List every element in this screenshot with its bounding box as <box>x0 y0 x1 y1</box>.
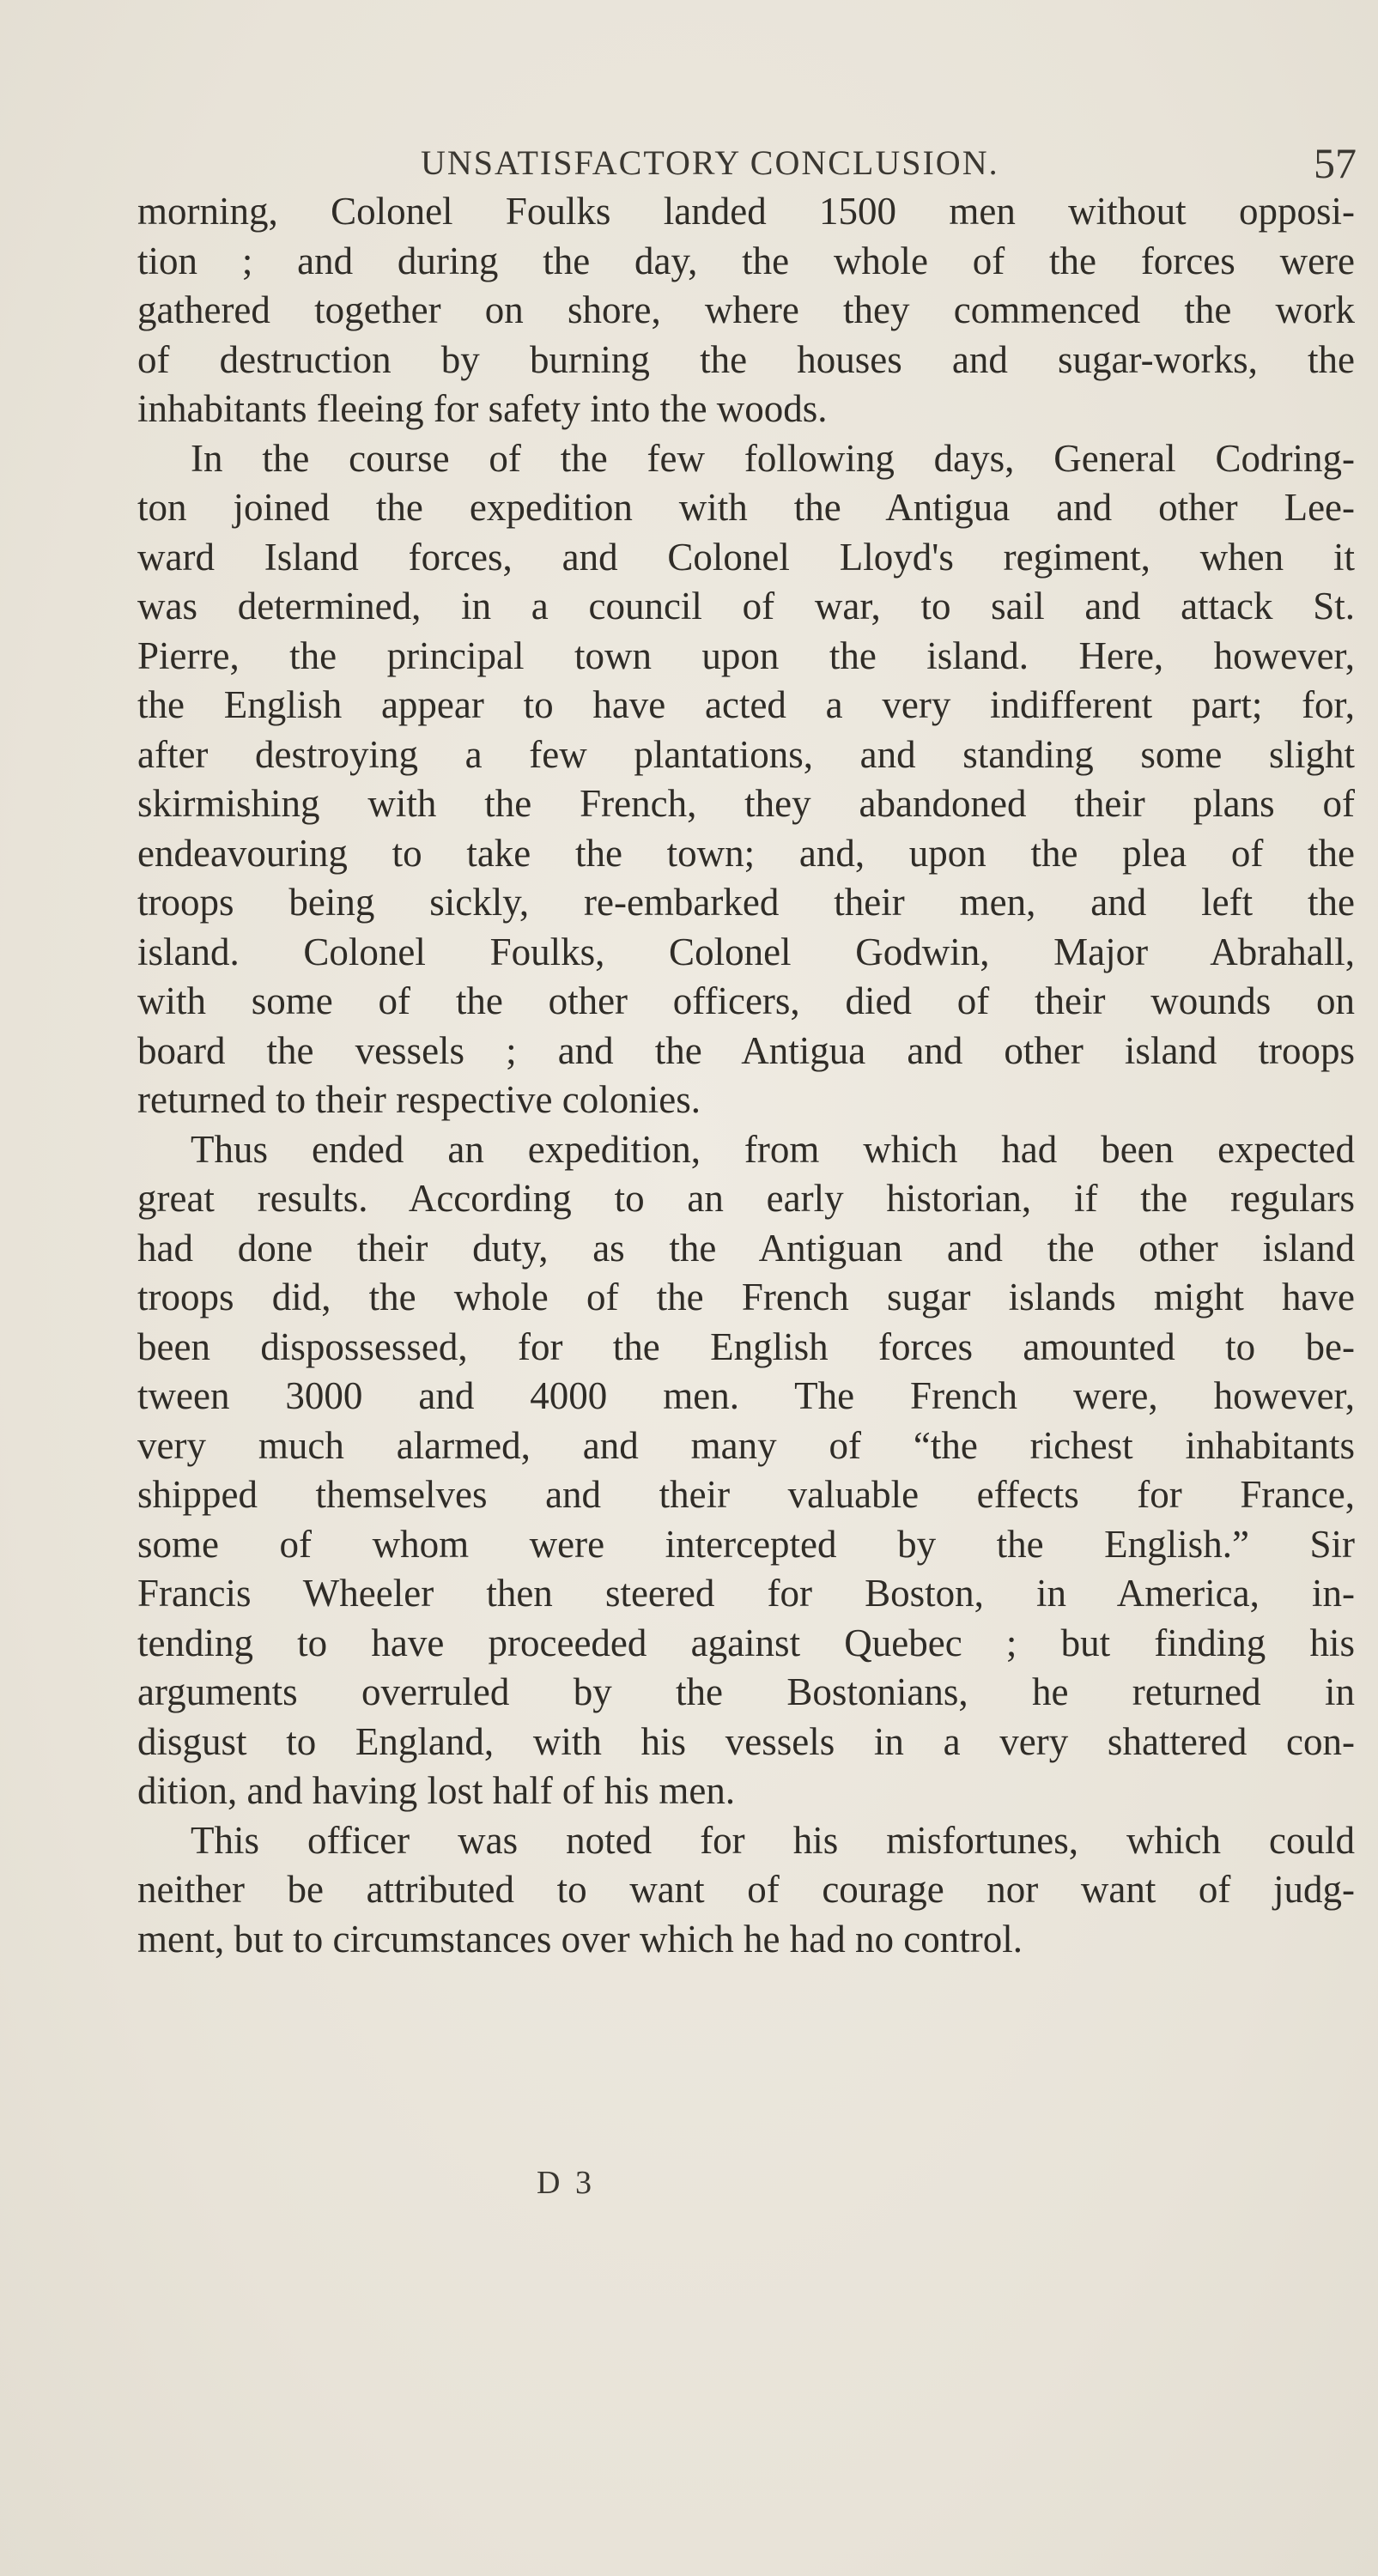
text-line: ment, but to circumstances over which he had no control. <box>137 1917 1023 1961</box>
text-line: inhabitants fleeing for safety into the woods. <box>137 387 828 430</box>
text-line: very much alarmed, and many of “the richest inhabitants <box>137 1423 1355 1467</box>
text-line: neither be attributed to want of courage nor want of judg- <box>137 1868 1355 1911</box>
text-line: been dispossessed, for the English forces amounted to be- <box>137 1324 1355 1368</box>
text-line: arguments overruled by the Bostonians, he returned in <box>137 1670 1355 1713</box>
text-line: ton joined the expedition with the Antigua and other Lee- <box>137 486 1355 529</box>
text-line: tending to have proceeded against Quebec ; but finding his <box>137 1621 1355 1664</box>
running-head <box>137 137 1357 189</box>
text-line: the English appear to have acted a very indifferent part; for, <box>137 683 1355 726</box>
text-line: was determined, in a council of war, to sail and attack St. <box>137 585 1355 627</box>
text-line: troops did, the whole of the French sugar islands might have <box>137 1276 1355 1318</box>
page-number: 57 <box>1314 139 1357 187</box>
text-line: with some of the other officers, died of their wounds on <box>137 979 1355 1022</box>
text-line: This officer was noted for his misfortunes, which could <box>191 1818 1355 1862</box>
text-line: Thus ended an expedition, from which had been expected <box>191 1127 1355 1171</box>
text-line: had done their duty, as the Antiguan and the other island <box>137 1226 1355 1270</box>
text-line: tion ; and during the day, the whole of the forces were <box>137 239 1355 282</box>
text-line: after destroying a few plantations, and standing some slight <box>137 732 1355 776</box>
text-line: great results. According to an early historian, if the regulars <box>137 1177 1355 1220</box>
text-line: of destruction by burning the houses and sugar-works, the <box>137 337 1355 381</box>
text-line: dition, and having lost half of his men. <box>137 1769 736 1812</box>
text-line: some of whom were intercepted by the English.” Sir <box>137 1522 1355 1566</box>
text-line: disgust to England, with his vessels in a very shattered con- <box>137 1719 1355 1763</box>
text-line: shipped themselves and their valuable effects for France, <box>137 1473 1355 1516</box>
text-line: In the course of the few following days, General Codring- <box>191 436 1355 480</box>
text-line: island. Colonel Foulks, Colonel Godwin, Major Abrahall, <box>137 930 1355 973</box>
signature-mark: D 3 <box>537 2165 595 2201</box>
text-line: gathered together on shore, where they commenced the work <box>137 288 1355 331</box>
text-line: morning, Colonel Foulks landed 1500 men without opposi- <box>137 190 1355 233</box>
text-line: tween 3000 and 4000 men. The French were, however, <box>137 1374 1355 1417</box>
running-title: UNSATISFACTORY CONCLUSION. <box>421 143 999 182</box>
text-line: skirmishing with the French, they abandoned their plans of <box>137 782 1355 825</box>
text-line: Pierre, the principal town upon the island. Here, however, <box>137 633 1355 677</box>
text-line: endeavouring to take the town; and, upon the plea of the <box>137 831 1355 875</box>
body-text <box>137 187 1355 1964</box>
text-line: troops being sickly, re-embarked their men, and left the <box>137 881 1355 924</box>
text-line: board the vessels ; and the Antigua and other island troops <box>137 1028 1355 1072</box>
text-line: returned to their respective colonies. <box>137 1078 701 1121</box>
text-line: ward Island forces, and Colonel Lloyd's regiment, when it <box>137 535 1355 579</box>
text-line: Francis Wheeler then steered for Boston, in America, in- <box>137 1572 1355 1615</box>
